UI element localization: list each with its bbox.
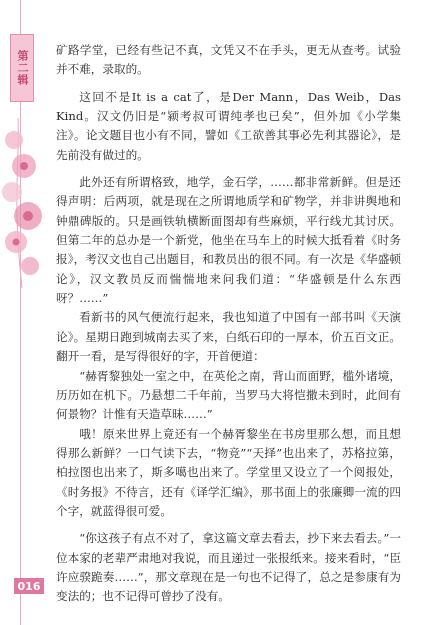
paragraph-1: 矿路学堂，已经有些记不真，文凭又不在手头，更无从查考。试验并不难，录取的。 xyxy=(56,43,401,77)
article-body xyxy=(56,41,401,607)
flower-decoration-icon xyxy=(0,118,50,288)
chapter-label: 第二辑 xyxy=(16,50,29,86)
chapter-tab xyxy=(10,34,34,102)
paragraph-5: “赫胥黎独处一室之中，在英伦之南，背山而面野，槛外诸境，历历如在机下。乃悬想二千年前，当罗马大将恺撒未到时，此间有何景物？计惟有天造草昧……” xyxy=(56,368,401,422)
paragraph-7: “你这孩子有点不对了，拿这篇文章去看去，抄下来去看去。”一位本家的老辈严肃地对我说，而且递过一张报纸来。接来看时，“臣许应骙跪奏……”，那文章现在是一句也不记得了，总之是参康有为变法的；也不记得可曾抄了没有。 xyxy=(56,531,401,604)
paragraph-2: 这回不是It is a cat了，是Der Mann，Das Weib，Das Kind。汉文仍旧是“颍考叔可谓纯孝也已矣”，但外加《小学集注》。论文题目也小有不同，譬如《工欲善其事必先利其器论》，是先前没有做过的。 xyxy=(56,89,401,162)
paragraph-3: 此外还有所谓格致，地学，金石学，……都非常新鲜。但是还得声明：后两项，就是现在之所谓地质学和矿物学，并非讲舆地和钟鼎碑版的。只是画铁轨横断面图却有些麻烦，平行线尤其讨厌。但第二年的总办是一个新党，他坐在马车上的时候大抵看着《时务报》，考汉文也自己出题目，和教员出的很不同。有一次是《华盛顿论》，汉文教员反而惴惴地来问我们道：“华盛顿是什么东西呀？……” xyxy=(56,175,401,306)
paragraph-6: 哦！原来世界上竟还有一个赫胥黎坐在书房里那么想，而且想得那么新鲜？一口气读下去，“物竞”“天择”也出来了，苏格拉第，柏拉图也出来了，斯多噶也出来了。学堂里又设立了一个阅报处，《时务报》不待言，还有《译学汇编》，那书面上的张廉卿一流的四个字，就蓝得很可爱。 xyxy=(56,426,401,518)
page-number: 016 xyxy=(14,578,44,594)
paragraph-4: 看新书的风气便流行起来，我也知道了中国有一部书叫《天演论》。星期日跑到城南去买了来，白纸石印的一厚本，价五百文正。翻开一看，是写得很好的字，开首便道： xyxy=(56,310,401,364)
